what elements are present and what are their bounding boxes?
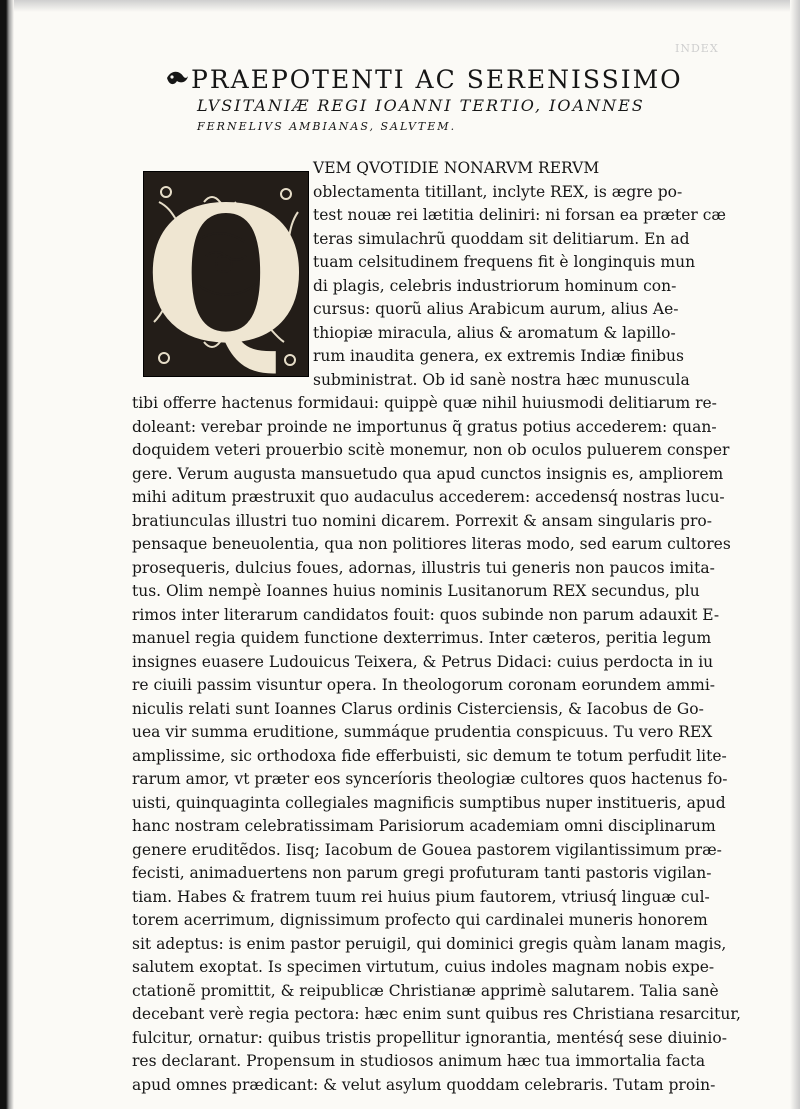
text-line: rum inaudita genera, ex extremis Indiæ finibus <box>313 347 684 365</box>
text-line: re ciuili passim visuntur opera. In theologorum coronam eorundem ammi- <box>132 676 716 694</box>
text-line: subministrat. Ob id sanè nostra hæc munuscula <box>313 370 690 389</box>
text-line: torem acerrimum, dignissimum profecto qui cardinalei muneris honorem <box>132 911 708 929</box>
text-line: uisti, quinquaginta collegiales magnificis sumptibus nuper institueris, apud <box>132 793 726 812</box>
text-line: bratiunculas illustri tuo nomini dicarem. Porrexit & ansam singularis pro- <box>132 511 712 530</box>
text-line: niculis relati sunt Ioannes Clarus ordinis Cisterciensis, & Iacobus de Go- <box>132 699 704 718</box>
text-line: mihi aditum præstruxit quo audaculus accederem: accedensq́ nostras lucu- <box>132 488 725 506</box>
text-line: oblectamenta titillant, inclyte REX, is ægre po- <box>313 182 683 201</box>
heading-line-1 <box>165 66 765 94</box>
text-line: fulcitur, ornatur: quibus tristis propellitur ignorantia, mentésq́ sese diuinio- <box>132 1028 727 1047</box>
page-top-edge <box>0 0 800 12</box>
page-right-edge <box>790 0 800 1109</box>
initial-letter: Q <box>144 172 308 376</box>
text-line: hanc nostram celebratissimam Parisiorum academiam omni disciplinarum <box>132 817 716 835</box>
text-line: doquidem veteri prouerbio scitè monemur, non ob oculos puluerem consper <box>132 441 730 459</box>
text-line: prosequeris, dulcius foues, adornas, illustris tui generis non paucos imita- <box>132 558 715 577</box>
text-line: test nouæ rei lætitia deliniri: ni forsan ea præter cæ <box>313 206 726 224</box>
page-gutter-shadow <box>0 0 14 1109</box>
text-line: di plagis, celebris industriorum hominum con- <box>313 276 677 295</box>
text-line: manuel regia quidem functione dexterrimus. Inter cæteros, peritia legum <box>132 629 712 647</box>
text-line: amplissime, sic orthodoxa fide efferbuisti, sic demum te totum perfudit lite- <box>132 746 727 765</box>
heading-line-1-text: PRAEPOTENTI AC SERENISSIMO <box>191 65 683 94</box>
text-line: ctationẽ promittit, & reipublicæ Christianæ apprimè salutarem. Talia sanè <box>132 981 719 1000</box>
text-line: rimos inter literarum candidatos fouit: quos subinde non parum adauxit E- <box>132 605 720 624</box>
text-line: teras simulachrũ quoddam sit delitiarum. En ad <box>313 229 690 248</box>
text-line: cursus: quorũ alius Arabicum aurum, alius Ae- <box>313 300 679 318</box>
text-line: sit adeptus: is enim pastor peruigil, qui dominici gregis quàm lanam magis, <box>132 934 727 953</box>
text-line: tiam. Habes & fratrem tuum rei huius pium fautorem, vtriusq́ linguæ cul- <box>132 887 710 906</box>
text-line: rarum amor, vt præter eos synceríoris theologiæ cultores quos hactenus fo- <box>132 770 728 788</box>
fleuron-icon <box>165 66 191 94</box>
text-line: res declarant. Propensum in studiosos animum hæc tua immortalia facta <box>132 1052 706 1070</box>
text-line: VEM QVOTIDIE NONARVM RERVM <box>313 159 600 177</box>
text-line: pensaque beneuolentia, qua non politiores literas modo, sed earum cultores <box>132 535 731 553</box>
text-line: thiopiæ miracula, alius & aromatum & lapillo- <box>313 323 676 342</box>
text-line: fecisti, animaduertens non parum gregi profuturam tanti pastoris vigilan- <box>132 864 712 882</box>
text-line: gere. Verum augusta mansuetudo qua apud cunctos insignis es, ampliorem <box>132 464 724 483</box>
heading-line-2: LVSITANIÆ REGI IOANNI TERTIO, IOANNES <box>197 96 645 115</box>
text-line: uea vir summa eruditione, summáque prudentia conspicuus. Tu vero REX <box>132 723 713 741</box>
bleed-through-text: INDEX <box>675 42 719 55</box>
body-text <box>132 157 767 1097</box>
text-line: tuam celsitudinem frequens fit è longinquis mun <box>313 253 696 271</box>
heading-line-3: FERNELIVS AMBIANAS, SALVTEM. <box>197 120 457 133</box>
text-line: tus. Olim nempè Ioannes huius nominis Lusitanorum REX secundus, plu <box>132 582 700 600</box>
dedication-heading <box>165 66 765 136</box>
text-line: doleant: verebar proinde ne importunus q̃ gratus potius accederem: quan- <box>132 417 717 436</box>
text-line: decebant verè regia pectora: hæc enim sunt quibus res Christiana resarcitur, <box>132 1005 741 1023</box>
text-line: tibi offerre hactenus formidaui: quippè quæ nihil huiusmodi delitiarum re- <box>132 394 717 412</box>
text-line: insignes euasere Ludouicus Teixera, & Petrus Didaci: cuius perdocta in iu <box>132 652 714 671</box>
text-line: apud omnes prædicant: & velut asylum quoddam celebraris. Tutam proin- <box>132 1075 716 1094</box>
text-line: genere eruditẽdos. Iisq; Iacobum de Gouea pastorem vigilantissimum præ- <box>132 840 722 859</box>
text-line: salutem exoptat. Is specimen virtutum, cuius indoles magnam nobis expe- <box>132 958 715 976</box>
